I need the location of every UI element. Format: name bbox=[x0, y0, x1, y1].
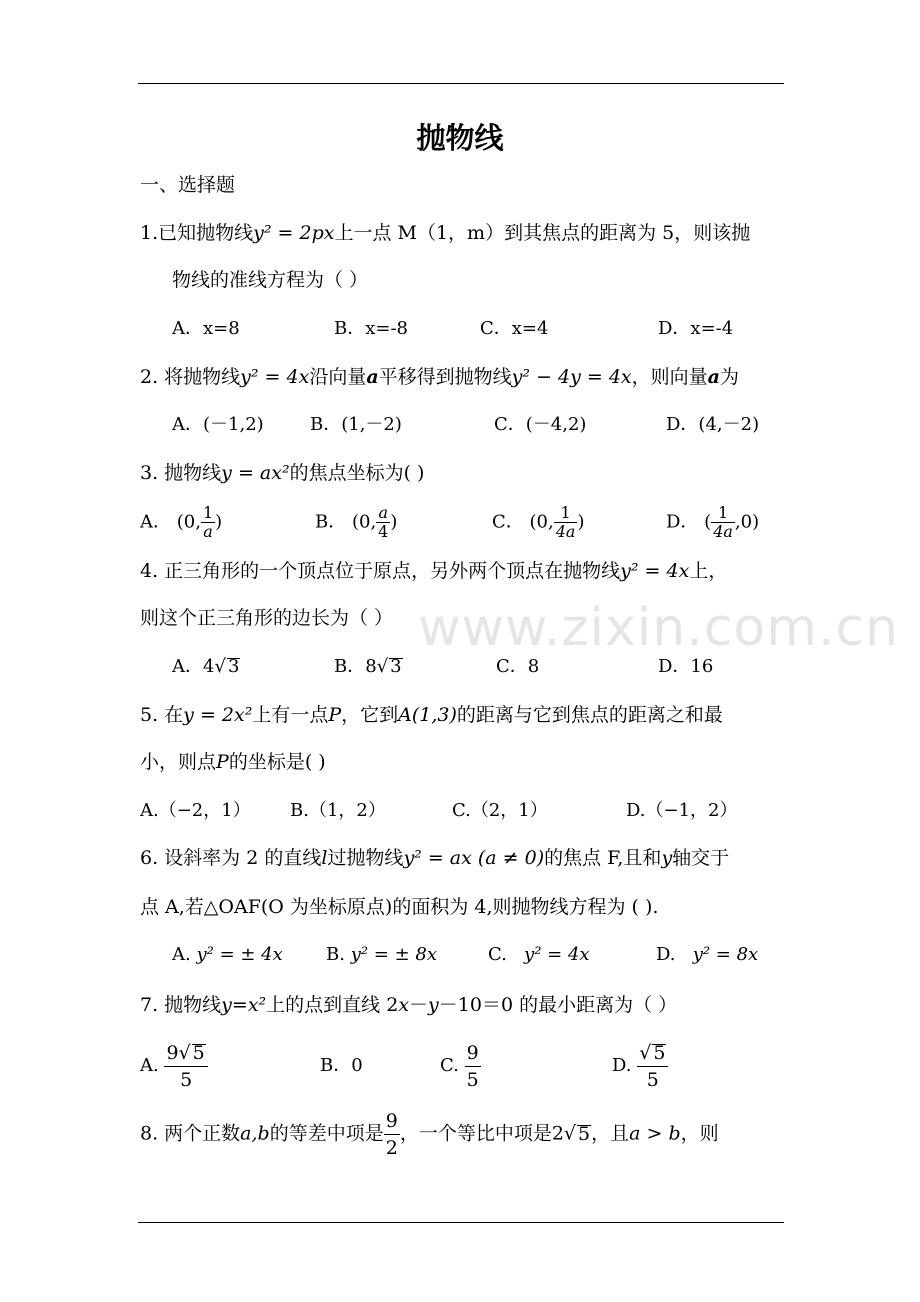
section-heading: 一、选择题 bbox=[140, 174, 236, 196]
q4-option-c: C．8 bbox=[496, 656, 540, 677]
q3-line1: 3. 抛物线y = ax²的焦点坐标为( ) bbox=[140, 462, 425, 484]
q2-equation-2: y² − 4y = 4x bbox=[511, 366, 632, 388]
q7-option-a: A. $\frac{9√ 5}{5}$ bbox=[140, 1036, 208, 1096]
q6-option-b: B. y² = ± 8x bbox=[326, 944, 438, 965]
q4-option-a: A．4√ 3 bbox=[172, 656, 240, 677]
q7-c-fraction: $\frac{9}{5}$ bbox=[466, 1041, 479, 1091]
q6-line-l: l bbox=[321, 847, 328, 869]
q7-option-d: D. $\frac{√ 5}{5}$ bbox=[612, 1036, 668, 1096]
q8-fraction: $\frac{9}{2}$ bbox=[385, 1110, 398, 1159]
q6-equation: y² = ax (a ≠ 0) bbox=[403, 847, 545, 869]
watermark: www.zixin.com.cn bbox=[418, 598, 899, 658]
q2-equation-1: y² = 4x bbox=[240, 366, 310, 388]
q3-a-fraction: $\frac{1}{a}$ bbox=[202, 503, 214, 541]
q5-line2: 小，则点P的坐标是( ) bbox=[140, 751, 326, 773]
q3-equation: y = ax² bbox=[221, 462, 290, 484]
q5-option-c: C.（2，1） bbox=[452, 800, 548, 821]
q5-point-a: A(1,3) bbox=[398, 704, 457, 726]
q3-d-fraction: $\frac{1}{4a}$ bbox=[713, 503, 733, 541]
q3-c-fraction: $\frac{1}{4a}$ bbox=[555, 503, 576, 541]
q6-option-c: C. y² = 4x bbox=[488, 944, 590, 965]
q1-option-c: C．x=4 bbox=[480, 318, 549, 339]
q3-option-b: B． (0, $\frac{a}{4}$ ) bbox=[315, 503, 398, 541]
q1-line2: 物线的准线方程为（ ） bbox=[172, 269, 369, 291]
q6-line2: 点 A,若△OAF(O 为坐标原点)的面积为 4,则抛物线方程为 ( ). bbox=[140, 896, 659, 918]
top-rule bbox=[138, 83, 784, 84]
q2-option-c: C．(－4,2) bbox=[494, 414, 587, 435]
q5-option-b: B.（1，2） bbox=[290, 800, 386, 821]
q4-option-d: D．16 bbox=[658, 656, 714, 677]
q4-equation: y² = 4x bbox=[620, 560, 690, 582]
q1-option-b: B．x=-8 bbox=[334, 318, 408, 339]
q2-line1: 2. 将抛物线y² = 4x沿向量a平移得到抛物线y² − 4y = 4x，则向量a为 bbox=[140, 366, 739, 388]
q7-option-b: B．0 bbox=[320, 1055, 363, 1076]
q4-option-b: B．8√ 3 bbox=[334, 656, 402, 677]
q4-line1: 4. 正三角形的一个顶点位于原点，另外两个顶点在抛物线y² = 4x上， bbox=[140, 560, 728, 582]
q5-line1: 5. 在y = 2x²上有一点P，它到A(1,3)的距离与它到焦点的距离之和最 bbox=[140, 704, 723, 726]
q3-option-c: C． (0, $\frac{1}{4a}$ ) bbox=[492, 503, 585, 541]
q2-option-b: B．(1,－2) bbox=[310, 414, 402, 435]
q6-line1: 6. 设斜率为 2 的直线l过抛物线y² = ax (a ≠ 0)的焦点 F,且和y轴交于 bbox=[140, 847, 730, 869]
q3-option-a: A． (0, $\frac{1}{a}$ ) bbox=[140, 503, 223, 541]
q7-a-fraction: $\frac{9√ 5}{5}$ bbox=[164, 1040, 207, 1093]
q1-option-d: D．x=-4 bbox=[658, 318, 734, 339]
q7-option-c: C. $\frac{9}{5}$ bbox=[440, 1041, 479, 1091]
q1-equation: y² = 2px bbox=[253, 222, 335, 244]
q1-line1: 1.已知抛物线y² = 2px上一点 M（1，m）到其焦点的距离为 5，则该抛 bbox=[140, 222, 751, 244]
q6-option-d: D. y² = 8x bbox=[656, 944, 759, 965]
page-title: 抛物线 bbox=[416, 121, 504, 155]
q2-vector: a bbox=[366, 366, 379, 388]
q7-equation: y=x² bbox=[221, 994, 267, 1016]
q2-option-a: A．(－1,2) bbox=[172, 414, 264, 435]
q6-option-a: A. y² = ± 4x bbox=[172, 944, 283, 965]
q5-point-p: P bbox=[328, 704, 342, 726]
q1-option-a: A．x=8 bbox=[172, 318, 240, 339]
q2-option-d: D．(4,－2) bbox=[666, 414, 760, 435]
q7-d-fraction: $\frac{√ 5}{5}$ bbox=[637, 1040, 668, 1093]
q3-b-fraction: $\frac{a}{4}$ bbox=[378, 503, 389, 541]
q3-option-d: D． ( $\frac{1}{4a}$ ,0) bbox=[666, 503, 760, 541]
q5-equation: y = 2x² bbox=[183, 704, 253, 726]
q5-option-d: D.（−1，2） bbox=[626, 800, 738, 821]
q4-line2: 则这个正三角形的边长为（ ） bbox=[140, 607, 394, 629]
q7-line1: 7. 抛物线y=x²上的点到直线 2x－y－10＝0 的最小距离为（ ） bbox=[140, 994, 678, 1016]
bottom-rule bbox=[138, 1222, 784, 1223]
q5-option-a: A.（−2，1） bbox=[140, 800, 251, 821]
q8-line1: 8. 两个正数a,b的等差中项是 $\frac{9}{2}$ ，一个等比中项是2√ 5，且a > b，则 bbox=[140, 1110, 719, 1159]
